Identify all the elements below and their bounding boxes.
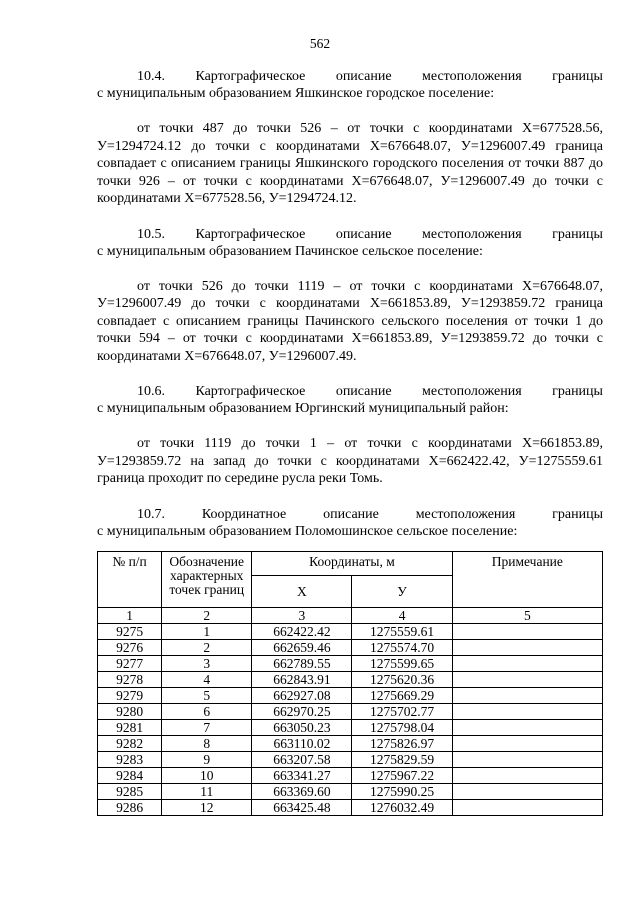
table-row bbox=[98, 720, 603, 736]
heading-word: местоположения bbox=[422, 384, 522, 399]
coordinate-y: 1276032.49 bbox=[352, 800, 452, 816]
table-row bbox=[98, 800, 603, 816]
column-number: 3 bbox=[252, 608, 352, 624]
heading-line-1 bbox=[97, 226, 603, 243]
coordinate-y: 1275669.29 bbox=[352, 688, 452, 704]
point-designation: 3 bbox=[162, 656, 252, 672]
section-10-4 bbox=[97, 68, 603, 208]
heading-line-1 bbox=[97, 68, 603, 85]
section-paragraph: от точки 1119 до точки 1 – от точки с координатами Х=661853.89, У=1293859.72 на запад до точки с координатами Х=662422.42, У=1275559.61 граница проходит по середине русла реки Томь. bbox=[97, 436, 603, 486]
heading-word: местоположения bbox=[415, 506, 516, 522]
row-number: 9277 bbox=[98, 656, 162, 672]
coordinates-table bbox=[97, 551, 603, 816]
header-row-number: № п/п bbox=[98, 552, 162, 608]
note-cell bbox=[452, 720, 602, 736]
note-cell bbox=[452, 704, 602, 720]
note-cell bbox=[452, 768, 602, 784]
heading-word: описание bbox=[335, 69, 392, 84]
row-number: 9276 bbox=[98, 640, 162, 656]
heading-word: Картографическое bbox=[195, 384, 306, 399]
table-row bbox=[98, 656, 603, 672]
coordinate-x: 662843.91 bbox=[252, 672, 352, 688]
header-x: Х bbox=[252, 576, 352, 608]
row-number: 9283 bbox=[98, 752, 162, 768]
table-row bbox=[98, 784, 603, 800]
coordinate-y: 1275702.77 bbox=[352, 704, 452, 720]
section-10-7 bbox=[97, 506, 603, 540]
heading-word: описание bbox=[335, 384, 392, 399]
heading-line-2: с муниципальным образованием Поломошинское сельское поселение: bbox=[97, 523, 518, 539]
section-heading bbox=[97, 383, 603, 417]
row-number: 9275 bbox=[98, 624, 162, 640]
coordinate-x: 663110.02 bbox=[252, 736, 352, 752]
coordinate-x: 663050.23 bbox=[252, 720, 352, 736]
row-number: 9284 bbox=[98, 768, 162, 784]
coordinate-y: 1275599.65 bbox=[352, 656, 452, 672]
table-row bbox=[98, 640, 603, 656]
coordinate-x: 662927.08 bbox=[252, 688, 352, 704]
point-designation: 2 bbox=[162, 640, 252, 656]
section-heading bbox=[97, 68, 603, 102]
coordinate-x: 663425.48 bbox=[252, 800, 352, 816]
row-number: 9282 bbox=[98, 736, 162, 752]
heading-word: Координатное bbox=[201, 506, 287, 522]
heading-word: местоположения bbox=[422, 69, 522, 84]
heading-word: местоположения bbox=[422, 226, 522, 242]
section-number: 10.7. bbox=[137, 506, 165, 522]
note-cell bbox=[452, 640, 602, 656]
coordinate-y: 1275574.70 bbox=[352, 640, 452, 656]
coordinate-y: 1275967.22 bbox=[352, 768, 452, 784]
section-10-5 bbox=[97, 226, 603, 366]
heading-line-1 bbox=[97, 506, 603, 523]
table-row bbox=[98, 736, 603, 752]
coordinate-y: 1275798.04 bbox=[352, 720, 452, 736]
point-designation: 12 bbox=[162, 800, 252, 816]
heading-word: Картографическое bbox=[195, 69, 306, 84]
header-point-designation: Обозначение характерных точек границ bbox=[162, 552, 252, 608]
point-designation: 4 bbox=[162, 672, 252, 688]
heading-line-2: с муниципальным образованием Яшкинское городское поселение: bbox=[97, 86, 495, 101]
point-designation: 9 bbox=[162, 752, 252, 768]
heading-word: Картографическое bbox=[195, 226, 306, 242]
point-designation: 7 bbox=[162, 720, 252, 736]
coordinate-x: 662659.46 bbox=[252, 640, 352, 656]
column-number: 2 bbox=[162, 608, 252, 624]
point-designation: 10 bbox=[162, 768, 252, 784]
table-row bbox=[98, 624, 603, 640]
note-cell bbox=[452, 672, 602, 688]
heading-line-2: с муниципальным образованием Юргинский муниципальный район: bbox=[97, 401, 509, 416]
heading-line-1 bbox=[97, 383, 603, 400]
point-designation: 8 bbox=[162, 736, 252, 752]
header-y: У bbox=[352, 576, 452, 608]
heading-word: описание bbox=[335, 226, 392, 242]
coordinate-y: 1275990.25 bbox=[352, 784, 452, 800]
section-number: 10.5. bbox=[137, 226, 165, 242]
coordinate-y: 1275559.61 bbox=[352, 624, 452, 640]
note-cell bbox=[452, 784, 602, 800]
heading-word: границы bbox=[552, 226, 603, 242]
column-number: 4 bbox=[352, 608, 452, 624]
coordinate-x: 663207.58 bbox=[252, 752, 352, 768]
coordinate-x: 663341.27 bbox=[252, 768, 352, 784]
row-number: 9279 bbox=[98, 688, 162, 704]
coordinate-y: 1275829.59 bbox=[352, 752, 452, 768]
heading-word: границы bbox=[552, 384, 603, 399]
document-body bbox=[97, 68, 603, 558]
header-coordinates: Координаты, м bbox=[252, 552, 452, 576]
note-cell bbox=[452, 800, 602, 816]
heading-word: границы bbox=[552, 506, 603, 522]
section-heading bbox=[97, 506, 603, 540]
coordinate-x: 662422.42 bbox=[252, 624, 352, 640]
row-number: 9280 bbox=[98, 704, 162, 720]
table-row bbox=[98, 768, 603, 784]
coordinate-y: 1275826.97 bbox=[352, 736, 452, 752]
heading-word: границы bbox=[552, 69, 603, 84]
row-number: 9281 bbox=[98, 720, 162, 736]
point-designation: 6 bbox=[162, 704, 252, 720]
page-number: 562 bbox=[309, 36, 331, 51]
coordinate-x: 662970.25 bbox=[252, 704, 352, 720]
section-number: 10.6. bbox=[137, 384, 165, 399]
table-row bbox=[98, 672, 603, 688]
column-number: 1 bbox=[98, 608, 162, 624]
note-cell bbox=[452, 688, 602, 704]
note-cell bbox=[452, 624, 602, 640]
header-note: Примечание bbox=[452, 552, 602, 608]
column-number: 5 bbox=[452, 608, 602, 624]
section-paragraph: от точки 526 до точки 1119 – от точки с координатами Х=676648.07, У=1296007.49 до точки с координатами Х=661853.89, У=1293859.72 граница совпадает с описанием границы Пачинского сельского поселения от точки 1 до точки 594 – от точки с координатами Х=661853.89, У=1293859.72 до точки с координатами Х=676648.07, У=1296007.49. bbox=[97, 278, 603, 364]
row-number: 9278 bbox=[98, 672, 162, 688]
heading-line-2: с муниципальным образованием Пачинское сельское поселение: bbox=[97, 243, 483, 259]
heading-word: описание bbox=[323, 506, 379, 522]
section-paragraph: от точки 487 до точки 526 – от точки с координатами Х=677528.56, У=1294724.12 до точки с координатами Х=676648.07, У=1296007.49 граница совпадает с описанием границы Яшкинского городского поселения от точки 887 до точки 926 – от точки с координатами Х=676648.07, У=1296007.49 до точки с координатами Х=677528.56, У=1294724.12. bbox=[97, 121, 603, 206]
point-designation: 5 bbox=[162, 688, 252, 704]
coordinate-y: 1275620.36 bbox=[352, 672, 452, 688]
table-row bbox=[98, 704, 603, 720]
note-cell bbox=[452, 656, 602, 672]
column-number-row bbox=[98, 608, 603, 624]
coordinate-x: 662789.55 bbox=[252, 656, 352, 672]
row-number: 9286 bbox=[98, 800, 162, 816]
row-number: 9285 bbox=[98, 784, 162, 800]
point-designation: 1 bbox=[162, 624, 252, 640]
section-10-6 bbox=[97, 383, 603, 488]
table-row bbox=[98, 688, 603, 704]
table-row bbox=[98, 752, 603, 768]
section-number: 10.4. bbox=[137, 69, 165, 84]
section-heading bbox=[97, 226, 603, 260]
point-designation: 11 bbox=[162, 784, 252, 800]
coordinate-x: 663369.60 bbox=[252, 784, 352, 800]
note-cell bbox=[452, 736, 602, 752]
note-cell bbox=[452, 752, 602, 768]
